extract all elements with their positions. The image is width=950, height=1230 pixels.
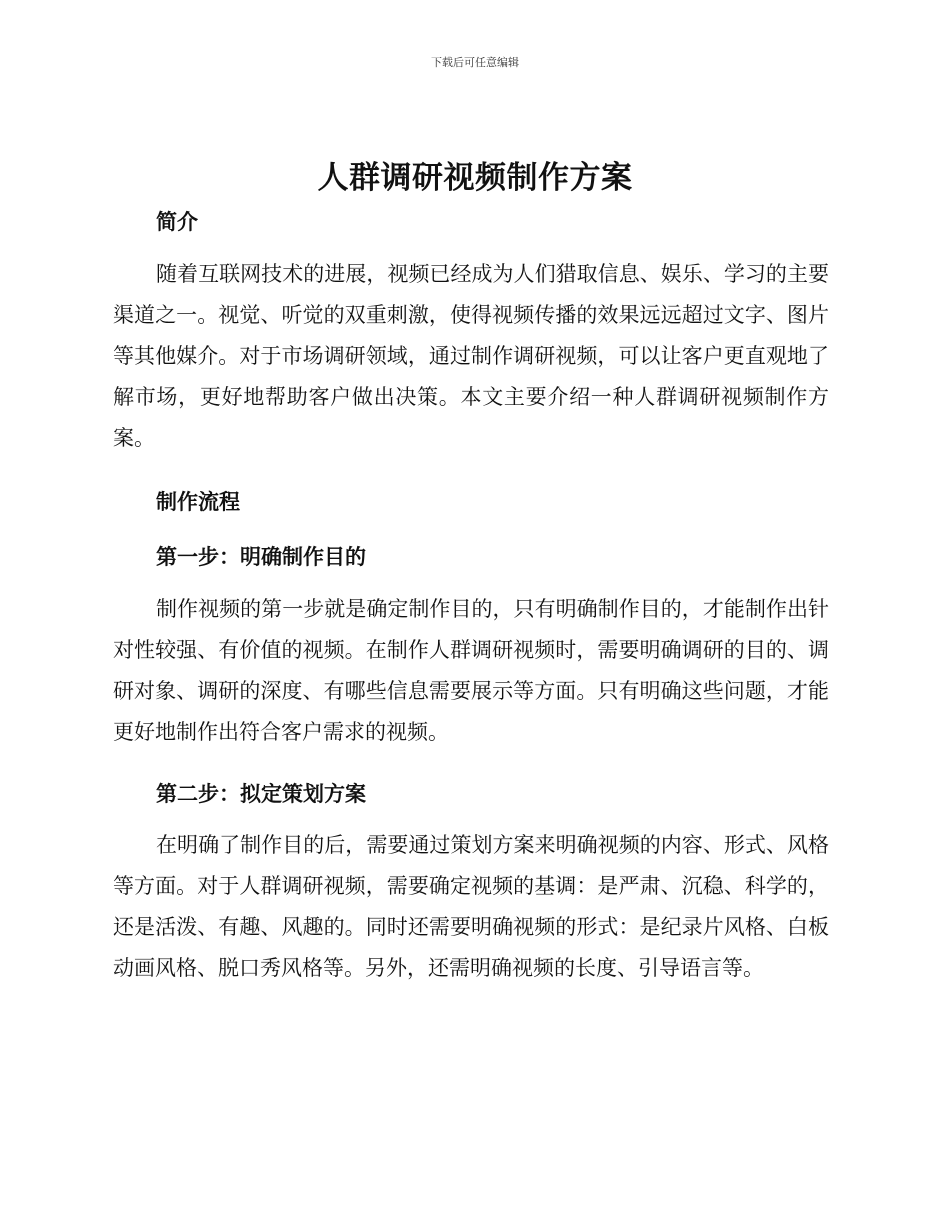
- step2-heading: 第二步：拟定策划方案: [156, 782, 366, 806]
- step1-heading: 第一步：明确制作目的: [156, 545, 366, 569]
- section-heading-process: 制作流程: [156, 490, 240, 514]
- step1-paragraph: 制作视频的第一步就是确定制作目的，只有明确制作目的，才能制作出针对性较强、有价值的视频。在制作人群调研视频时，需要明确调研的目的、调研对象、调研的深度、有哪些信息需要展示等方面。只有明确这些问题，才能更好地制作出符合客户需求的视频。: [113, 597, 829, 744]
- section-heading-intro: 简介: [156, 210, 198, 234]
- step2-paragraph: 在明确了制作目的后，需要通过策划方案来明确视频的内容、形式、风格等方面。对于人群调研视频，需要确定视频的基调：是严肃、沉稳、科学的，还是活泼、有趣、风趣的。同时还需要明确视频的形式：是纪录片风格、白板动画风格、脱口秀风格等。另外，还需明确视频的长度、引导语言等。: [113, 833, 829, 980]
- header-note: 下载后可任意编辑: [431, 56, 519, 69]
- intro-paragraph: 随着互联网技术的进展，视频已经成为人们猎取信息、娱乐、学习的主要渠道之一。视觉、听觉的双重刺激，使得视频传播的效果远远超过文字、图片等其他媒介。对于市场调研领域，通过制作调研视频，可以让客户更直观地了解市场，更好地帮助客户做出决策。本文主要介绍一种人群调研视频制作方案。: [113, 262, 829, 450]
- document-title: 人群调研视频制作方案: [317, 160, 633, 196]
